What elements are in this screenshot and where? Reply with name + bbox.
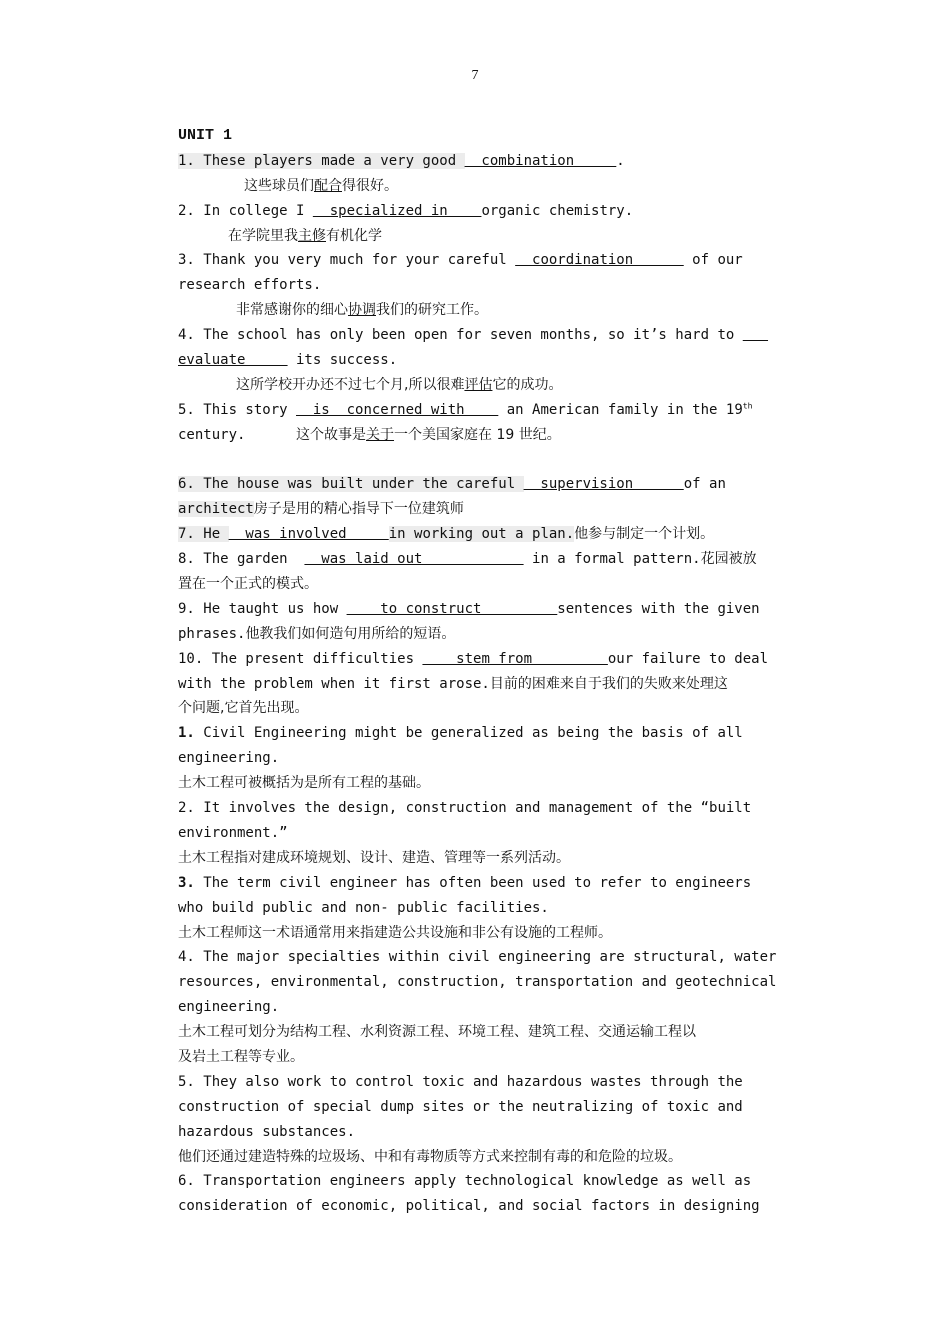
exercise-4-line2 xyxy=(178,348,774,373)
exercise-9-prompt: 9. He taught us how xyxy=(178,600,347,617)
exercise-3-answer: coordination xyxy=(515,252,684,269)
page-number: 7 xyxy=(471,68,479,83)
sentence-3: 3. The term civil engineer has often been used to refer to engineers xyxy=(178,874,752,891)
exercise-2-keyword: 主修 xyxy=(298,227,326,244)
exercise-9-line2: phrases.他教我们如何造句用所给的短语。 xyxy=(178,625,456,642)
document-body xyxy=(178,124,777,1219)
exercise-2-answer: specialized in xyxy=(312,202,482,219)
sentence-1: 1. Civil Engineering might be generalized as being the basis of all xyxy=(178,725,743,742)
exercise-10 xyxy=(178,647,774,672)
unit-title: UNIT 1 xyxy=(178,127,233,144)
exercise-9-tail: sentences with the given xyxy=(557,600,760,617)
exercise-1-answer: combination xyxy=(464,152,617,169)
exercise-4-prompt: 4. The school has only been open for seven months, so it’s hard to xyxy=(178,327,743,344)
exercise-2 xyxy=(178,199,774,224)
exercise-9-translation: 他教我们如何造句用所给的短语。 xyxy=(245,625,456,642)
exercise-6-translation: 房子是用的精心指导下一位建筑师 xyxy=(253,501,464,518)
exercise-1-tail: . xyxy=(616,152,625,169)
exercise-2-prompt: 2. In college I xyxy=(178,202,313,219)
exercise-7-answer: was involved xyxy=(228,526,389,543)
exercise-10-translation: 个问题,它首先出现。 xyxy=(178,700,309,717)
exercise-8-prompt: 8. The garden xyxy=(178,551,305,568)
sentence-6-line2: consideration of economic, political, and social factors in designing xyxy=(178,1198,760,1215)
sentence-2: 2. It involves the design, construction and management of the “built xyxy=(178,800,752,817)
exercise-10-prompt: 10. The present difficulties xyxy=(178,650,423,667)
sentence-3-line2: who build public and non- public facilities. xyxy=(178,899,549,916)
exercise-5 xyxy=(178,398,774,423)
exercise-8-translation: 置在一个正式的模式。 xyxy=(178,576,318,593)
spacer xyxy=(178,448,774,473)
sentence-6: 6. Transportation engineers apply technological knowledge as well as xyxy=(178,1173,752,1190)
sentence-4-line3: engineering. xyxy=(178,999,280,1016)
exercise-5-line2: century. 这个故事是关于一个美国家庭在 19 世纪。 xyxy=(178,426,561,443)
exercise-3-prompt: 3. Thank you very much for your careful xyxy=(178,252,516,269)
exercise-8-answer: was laid out xyxy=(304,551,524,568)
exercise-3-keyword: 协调 xyxy=(348,302,376,319)
sentence-5-line2: construction of special dump sites or the neutralizing of toxic and xyxy=(178,1098,743,1115)
sentence-5-translation: 他们还通过建造特殊的垃圾场、中和有毒物质等方式来控制有毒的和危险的垃圾。 xyxy=(178,1148,682,1165)
exercise-1-translation: 这些球员们配合得很好。 xyxy=(244,177,398,194)
exercise-4-keyword: 评估 xyxy=(464,376,493,393)
exercise-3-tail: of our xyxy=(683,252,743,269)
exercise-5-keyword: 关于 xyxy=(366,426,395,443)
exercise-7-prompt: 7. He xyxy=(178,526,229,543)
exercise-6-line2: architect房子是用的精心指导下一位建筑师 xyxy=(178,501,464,518)
exercise-10-line2: with the problem when it first arose.目前的困难来自于我们的失败来处理这 xyxy=(178,675,728,692)
sentence-4-translation-line2: 及岩土工程等专业。 xyxy=(178,1048,304,1065)
exercise-5-answer: is concerned with xyxy=(296,401,499,418)
exercise-6-prompt: 6. The house was built under the careful xyxy=(178,476,524,493)
exercise-6-tail: of an xyxy=(683,476,726,493)
exercise-3-line2: research efforts. xyxy=(178,277,322,294)
exercise-2-tail: organic chemistry. xyxy=(481,202,634,219)
exercise-1 xyxy=(178,149,774,174)
exercise-7-translation: 他参与制定一个计划。 xyxy=(574,526,715,543)
exercise-5-tail: an American family in the 19 xyxy=(498,401,743,418)
exercise-10-tail: our failure to deal xyxy=(607,650,769,667)
exercise-10-answer: stem from xyxy=(422,650,608,667)
exercise-6 xyxy=(178,472,774,497)
exercise-4-answer: evaluate xyxy=(178,352,288,369)
exercise-9-answer: to construct xyxy=(346,600,558,617)
sentence-4: 4. The major specialties within civil engineering are structural, water xyxy=(178,949,777,966)
sentence-5-line3: hazardous substances. xyxy=(178,1123,356,1140)
exercise-7-tail: in working out a plan. xyxy=(388,526,575,543)
exercise-4-answer-start xyxy=(743,327,768,343)
exercise-5-prompt: 5. This story xyxy=(178,401,297,418)
exercise-6-answer: supervision xyxy=(523,476,684,493)
exercise-9 xyxy=(178,597,774,622)
exercise-4-translation: 这所学校开办还不过七个月,所以很难评估它的成功。 xyxy=(236,376,563,393)
exercise-2-translation: 在学院里我主修有机化学 xyxy=(228,227,382,244)
sentence-1-line2: engineering. xyxy=(178,750,280,767)
sentence-3-translation: 土木工程师这一术语通常用来指建造公共设施和非公有设施的工程师。 xyxy=(178,924,612,941)
exercise-3 xyxy=(178,248,774,273)
ordinal-suffix: th xyxy=(742,401,753,411)
exercise-1-prompt: 1. These players made a very good xyxy=(178,152,465,169)
exercise-7 xyxy=(178,522,774,547)
exercise-3-translation: 非常感谢你的细心协调我们的研究工作。 xyxy=(236,302,488,319)
sentence-4-line2: resources, environmental, construction, transportation and geotechnical xyxy=(178,974,777,991)
exercise-1-keyword: 配合 xyxy=(314,177,342,194)
exercise-8: 8. The garden was laid out in a formal pattern.花园被放 xyxy=(178,551,757,568)
exercise-4 xyxy=(178,323,774,348)
sentence-4-translation: 土木工程可划分为结构工程、水利资源工程、环境工程、建筑工程、交通运输工程以 xyxy=(178,1024,696,1041)
exercise-4-tail: its success. xyxy=(287,352,398,369)
exercise-8-tail: in a formal pattern. xyxy=(523,551,701,568)
sentence-2-translation: 土木工程指对建成环境规划、设计、建造、管理等一系列活动。 xyxy=(178,849,570,866)
sentence-1-translation: 土木工程可被概括为是所有工程的基础。 xyxy=(178,775,430,792)
sentence-2-line2: environment.” xyxy=(178,824,288,841)
sentence-5: 5. They also work to control toxic and hazardous wastes through the xyxy=(178,1073,743,1090)
